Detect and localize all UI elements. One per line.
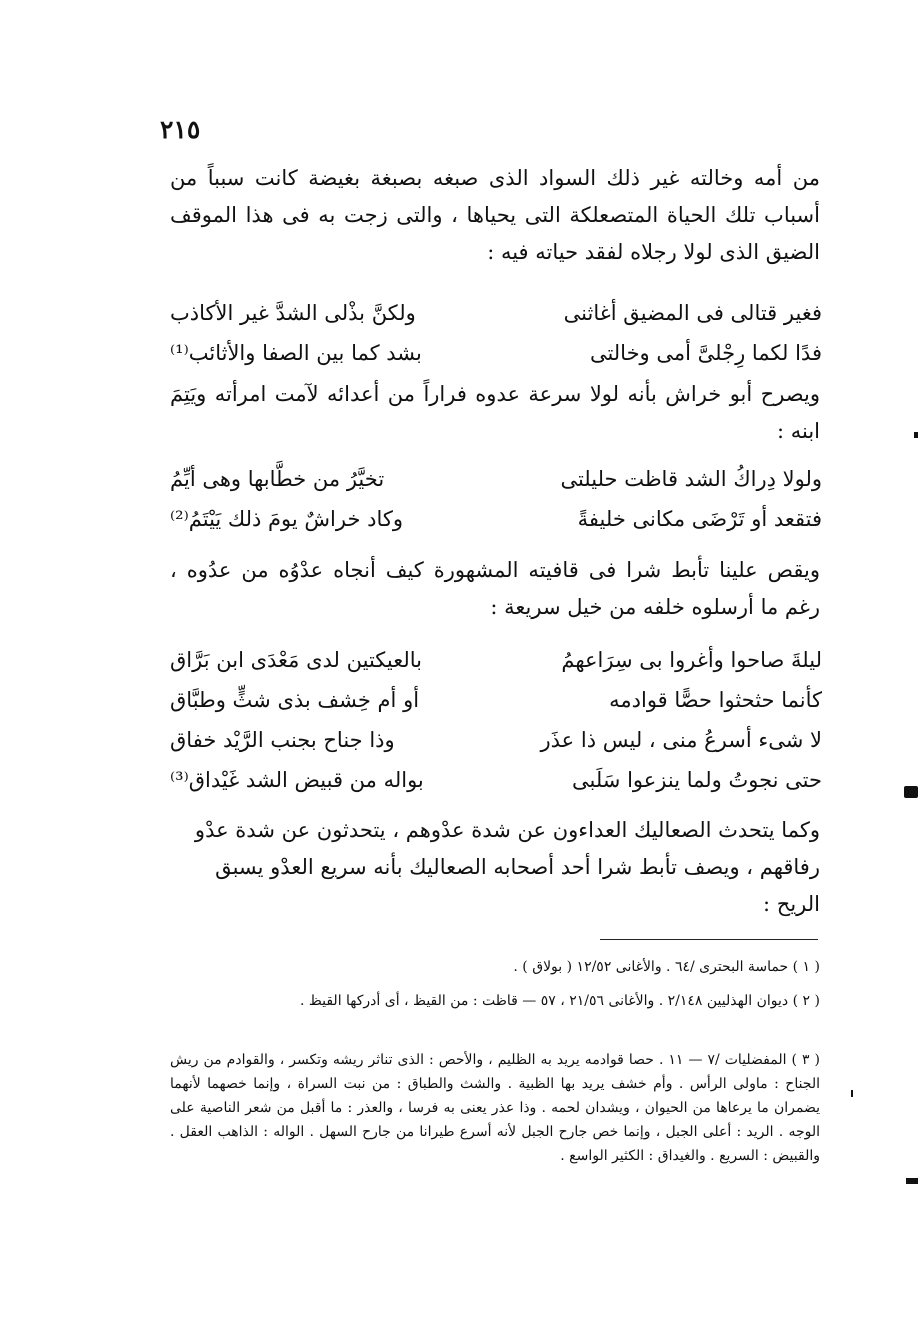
verse-line [170, 641, 822, 679]
verse-line [170, 761, 822, 799]
verse-line [170, 460, 822, 498]
scan-mark [851, 1090, 853, 1097]
verse-line [170, 500, 822, 538]
verse-hemistich-second: أو أم خِشف بذى شثٍّ وطبَّاق [170, 688, 420, 712]
footnote-3: ( ٣ ) المفضليات /٧ — ١١ . حصا قوادمه يريد به الظليم ، والأحص : الذى تناثر ريشه وتكسر ، والقوادم من ريش الجناح : ماولى الرأس . وأم خشف يريد بها الظبية . والشث والطباق : من نبت السراة ، وإنما خصهما لأنهما يضمران ما يرعاها من الحيوان ، ويشدان لحمه . وذا عذر يعنى به فرسا ، والعذر : ما أقبل من شعر الناصية على الوجه . الريد : أعلى الجبل ، وإنما خص جارح الجبل لأنه أسرع طيرانا من جارح السهل . الواله : الذاهب العقل . والقبيض : السريع . والغيداق : الكثير الواسع . [170, 1052, 821, 1164]
verse-line [170, 294, 822, 332]
verse-hemistich-first: ليلةَ صاحوا وأغروا بى سِرَاعهمُ [561, 648, 822, 672]
footnote-2: ( ٢ ) ديوان الهذليين ٢/١٤٨ . والأغانى ٢١/٥٦ ، ٥٧ — قاظت : من القيظ ، أى أدركها القيظ . [299, 993, 820, 1009]
paragraph-2: ويصرح أبو خراش بأنه لولا سرعة عدوه فراراً من أعدائه لآمت امرأته ويَتِمَ ابنه : [170, 382, 820, 443]
verse-hemistich-first: حتى نجوتُ ولما ينزعوا سَلَبى [572, 768, 822, 792]
footnote-1: ( ١ ) حماسة البحترى /٦٤ . والأغانى ١٢/٥٢ ( بولاق ) . [513, 959, 820, 975]
page-number: ٢١٥ [160, 115, 201, 144]
verse-line [170, 334, 822, 372]
verse-hemistich-second: بالعيكتين لدى مَعْدَى ابن بَرَّاق [170, 648, 422, 672]
verse-line [170, 721, 822, 759]
verse-hemistich-first: فغير قتالى فى المضيق أغاثنى [563, 301, 822, 325]
paragraph-3: ويقص علينا تأبط شرا فى قافيته المشهورة كيف أنجاه عدْوُه من عدُوه ، رغم ما أرسلوه خلفه من خيل سريعة : [170, 558, 820, 619]
verse-hemistich-second: بواله من قبيض الشد غَيْداق⁽³⁾ [170, 768, 424, 792]
verse-hemistich-first: كأنما حثحثوا حصًّا قوادمه [609, 688, 822, 712]
verse-hemistich-second: ولكنَّ بذْلى الشدَّ غير الأكاذب [170, 301, 416, 325]
verse-hemistich-second: بشد كما بين الصفا والأثائب⁽¹⁾ [170, 341, 422, 365]
footnote-rule [600, 939, 818, 940]
verse-hemistich-first: لا شىء أسرعُ منى ، ليس ذا عذَر [540, 728, 822, 752]
verse-hemistich-second: وذا جناح بجنب الرَّيْد خفاق [170, 728, 395, 752]
paragraph-4: وكما يتحدث الصعاليك العداءون عن شدة عدْوهم ، يتحدثون عن شدة عدْو رفاقهم ، ويصف تأبط شرا أحد أصحابه الصعاليك بأنه سريع العدْو يسبق الريح : [194, 818, 820, 916]
scan-mark [906, 1178, 918, 1184]
scan-mark [904, 786, 918, 798]
verse-hemistich-first: فدًا لكما رِجْلىَّ أمى وخالتى [589, 341, 822, 365]
verse-hemistich-first: ولولا دِراكُ الشد قاظت حليلتى [560, 467, 822, 491]
paragraph-1: من أمه وخالته غير ذلك السواد الذى صبغه بصبغة بغيضة كانت سبباً من أسباب تلك الحياة المتصعلكة التى يحياها ، والتى زجت به فى هذا الموقف الضيق الذى لولا رجلاه لفقد حياته فيه : [170, 166, 820, 264]
verse-hemistich-first: فتقعد أو تَرْضَى مكانى خليفةً [577, 507, 822, 531]
verse-hemistich-second: تخيَّرُ من خطَّابها وهى أيِّمُ [170, 467, 385, 491]
verse-hemistich-second: وكاد خراشٌ يومَ ذلك يَيْتَمُ⁽²⁾ [170, 507, 404, 531]
verse-line [170, 681, 822, 719]
scan-mark [914, 432, 918, 438]
